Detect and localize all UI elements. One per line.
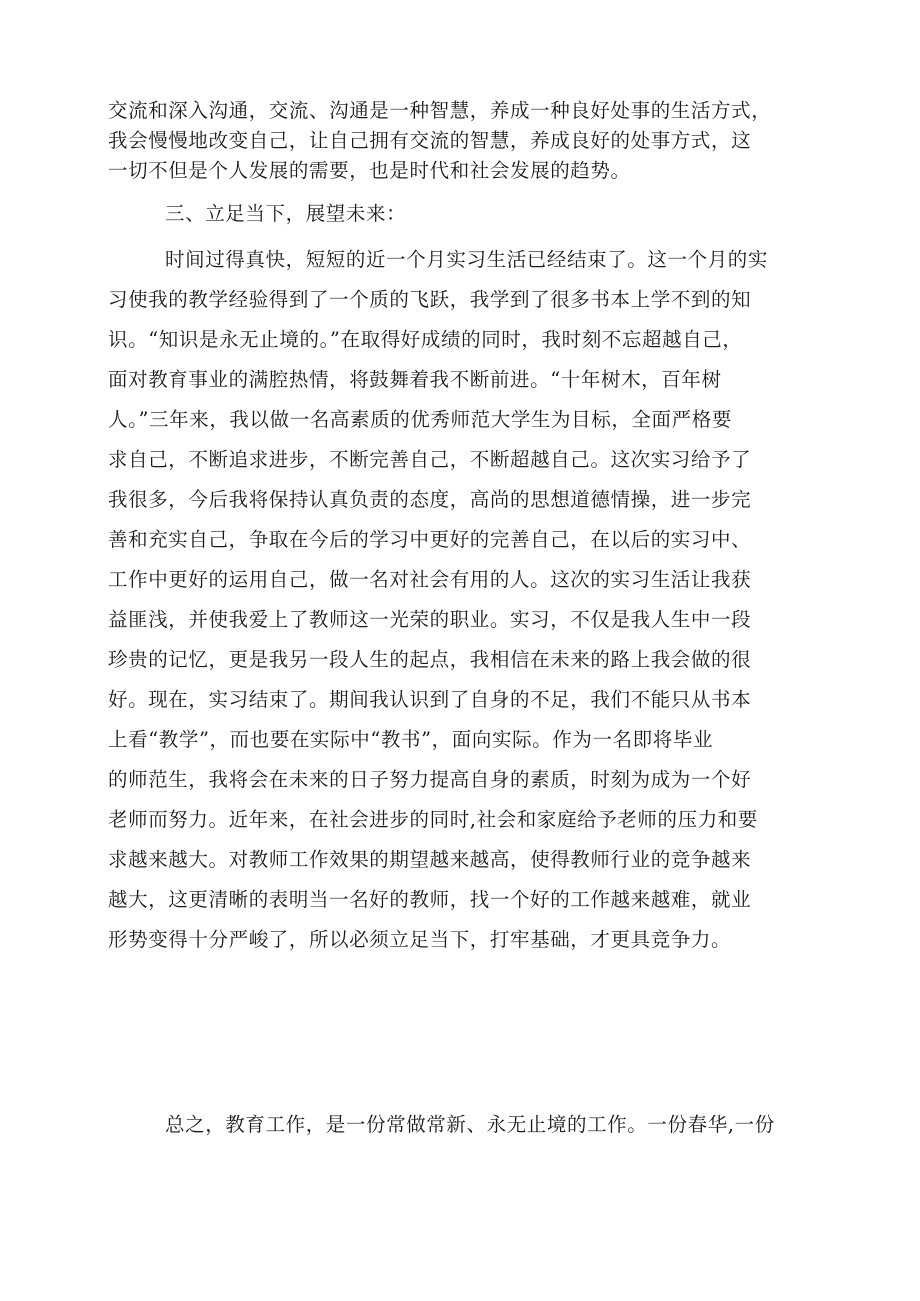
paragraph-line: 交流和深入沟通，交流、沟通是一种智慧，养成一种良好处事的生活方式， bbox=[108, 99, 772, 122]
section-heading-block bbox=[108, 194, 808, 234]
paragraph-line: 老师而努力。近年来，在社会进步的同时,社会和家庭给予老师的压力和要 bbox=[108, 808, 758, 831]
paragraph-line: 求越来越大。对教师工作效果的期望越来越高，使得教师行业的竞争越来 bbox=[108, 848, 752, 871]
paragraph-line: 面对教育事业的满腔热情，将鼓舞着我不断前进。“十年树木，百年树 bbox=[108, 368, 722, 391]
paragraph-line: 益匪浅，并使我爱上了教师这一光荣的职业。实习，不仅是我人生中一段 bbox=[108, 608, 752, 631]
paragraph-line: 时间过得真快，短短的近一个月实习生活已经结束了。这一个月的实 bbox=[165, 248, 769, 271]
paragraph-line: 珍贵的记忆，更是我另一段人生的起点，我相信在未来的路上我会做的很 bbox=[108, 648, 752, 671]
paragraph-line: 上看“教学”，而也要在实际中“教书”，面向实际。作为一名即将毕业 bbox=[108, 728, 714, 751]
paragraph-line: 人。”三年来，我以做一名高素质的优秀师范大学生为目标，全面严格要 bbox=[108, 408, 732, 431]
main-paragraph bbox=[108, 240, 808, 960]
paragraph-line: 识。“知识是永无止境的。”在取得好成绩的同时，我时刻不忘超越自己， bbox=[108, 328, 743, 351]
paragraph-line: 习使我的教学经验得到了一个质的飞跃，我学到了很多书本上学不到的知 bbox=[108, 288, 752, 311]
paragraph-line: 善和充实自己，争取在今后的学习中更好的完善自己，在以后的实习中、 bbox=[108, 528, 752, 551]
closing-paragraph bbox=[108, 1105, 808, 1145]
paragraph-line: 我很多，今后我将保持认真负责的态度，高尚的思想道德情操，进一步完 bbox=[108, 488, 752, 511]
paragraph-line: 形势变得十分严峻了，所以必须立足当下，打牢基础，才更具竞争力。 bbox=[108, 928, 732, 951]
intro-paragraph bbox=[108, 96, 808, 186]
paragraph-line: 越大，这更清晰的表明当一名好的教师，找一个好的工作越来越难，就业 bbox=[108, 888, 752, 911]
paragraph-line: 总之，教育工作，是一份常做常新、永无止境的工作。一份春华,一份 bbox=[165, 1113, 775, 1136]
paragraph-line: 工作中更好的运用自己，做一名对社会有用的人。这次的实习生活让我获 bbox=[108, 568, 752, 591]
paragraph-line: 的师范生，我将会在未来的日子努力提高自身的素质，时刻为成为一个好 bbox=[108, 768, 752, 791]
section-heading: 三、立足当下，展望未来： bbox=[165, 202, 407, 225]
paragraph-line: 好。现在，实习结束了。期间我认识到了自身的不足，我们不能只从书本 bbox=[108, 688, 752, 711]
paragraph-line: 我会慢慢地改变自己，让自己拥有交流的智慧，养成良好的处事方式，这 bbox=[108, 129, 752, 152]
paragraph-line: 求自己，不断追求进步，不断完善自己，不断超越自己。这次实习给予了 bbox=[108, 448, 752, 471]
paragraph-line: 一切不但是个人发展的需要，也是时代和社会发展的趋势。 bbox=[108, 159, 631, 182]
